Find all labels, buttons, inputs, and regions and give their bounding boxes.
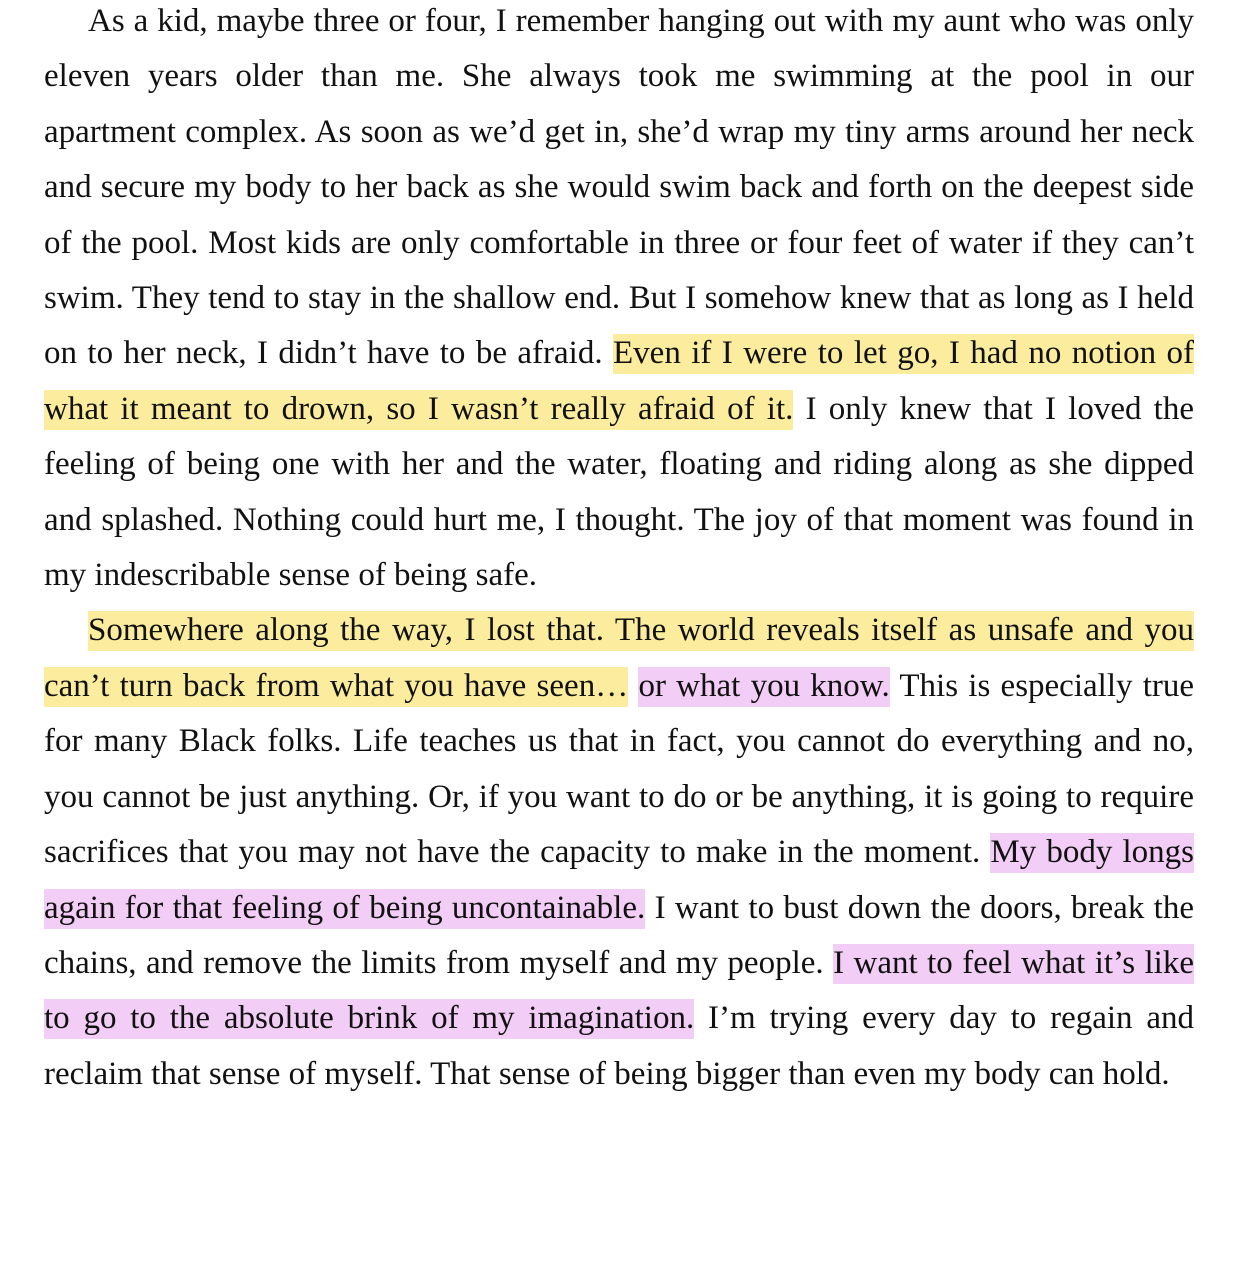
- text-segment: I want to bust down the doors, break the chains, and remove the limits from myself and my people.: [44, 889, 1194, 981]
- highlight-pink[interactable]: My body longs again for that feeling of being uncontainable.: [44, 833, 1194, 928]
- text-segment: [628, 668, 638, 704]
- paragraph-1: [44, 0, 1194, 603]
- text-segment: I only knew that I loved the feeling of being one with her and the water, floating and riding along as she dipped and splashed. Nothing could hurt me, I thought. The joy of that moment was found in my indescribable sense of being safe.: [44, 390, 1194, 594]
- text-segment: This is especially true for many Black folks. Life teaches us that in fact, you cannot do everything and no, you cannot be just anything. Or, if you want to do or be anything, it is going to require sacrifices that you may not have the capacity to make in the moment.: [44, 667, 1195, 871]
- highlight-yellow[interactable]: Somewhere along the way, I lost that. The world reveals itself as unsafe and you can’t turn back from what you have seen…: [44, 611, 1194, 706]
- book-page: [44, 0, 1194, 1102]
- paragraph-2: [44, 603, 1194, 1102]
- highlight-pink[interactable]: I want to feel what it’s like to go to the absolute brink of my imagination.: [44, 944, 1194, 1039]
- text-segment: I’m trying every day to regain and reclaim that sense of myself. That sense of being bigger than even my body can hold.: [44, 1000, 1195, 1092]
- highlight-pink[interactable]: or what you know.: [638, 667, 889, 707]
- text-segment: As a kid, maybe three or four, I remember hanging out with my aunt who was only eleven years older than me. She always took me swimming at the pool in our apartment complex. As soon as we’d get in, she’d wrap my tiny arms around her neck and secure my body to her back as she would swim back and forth on the deepest side of the pool. Most kids are only comfortable in three or four feet of water if they can’t swim. They tend to stay in the shallow end. But I somehow knew that as long as I held on to her neck, I didn’t have to be afraid.: [44, 3, 1194, 372]
- highlight-yellow[interactable]: Even if I were to let go, I had no notion of what it meant to drown, so I wasn’t really afraid of it.: [44, 334, 1194, 429]
